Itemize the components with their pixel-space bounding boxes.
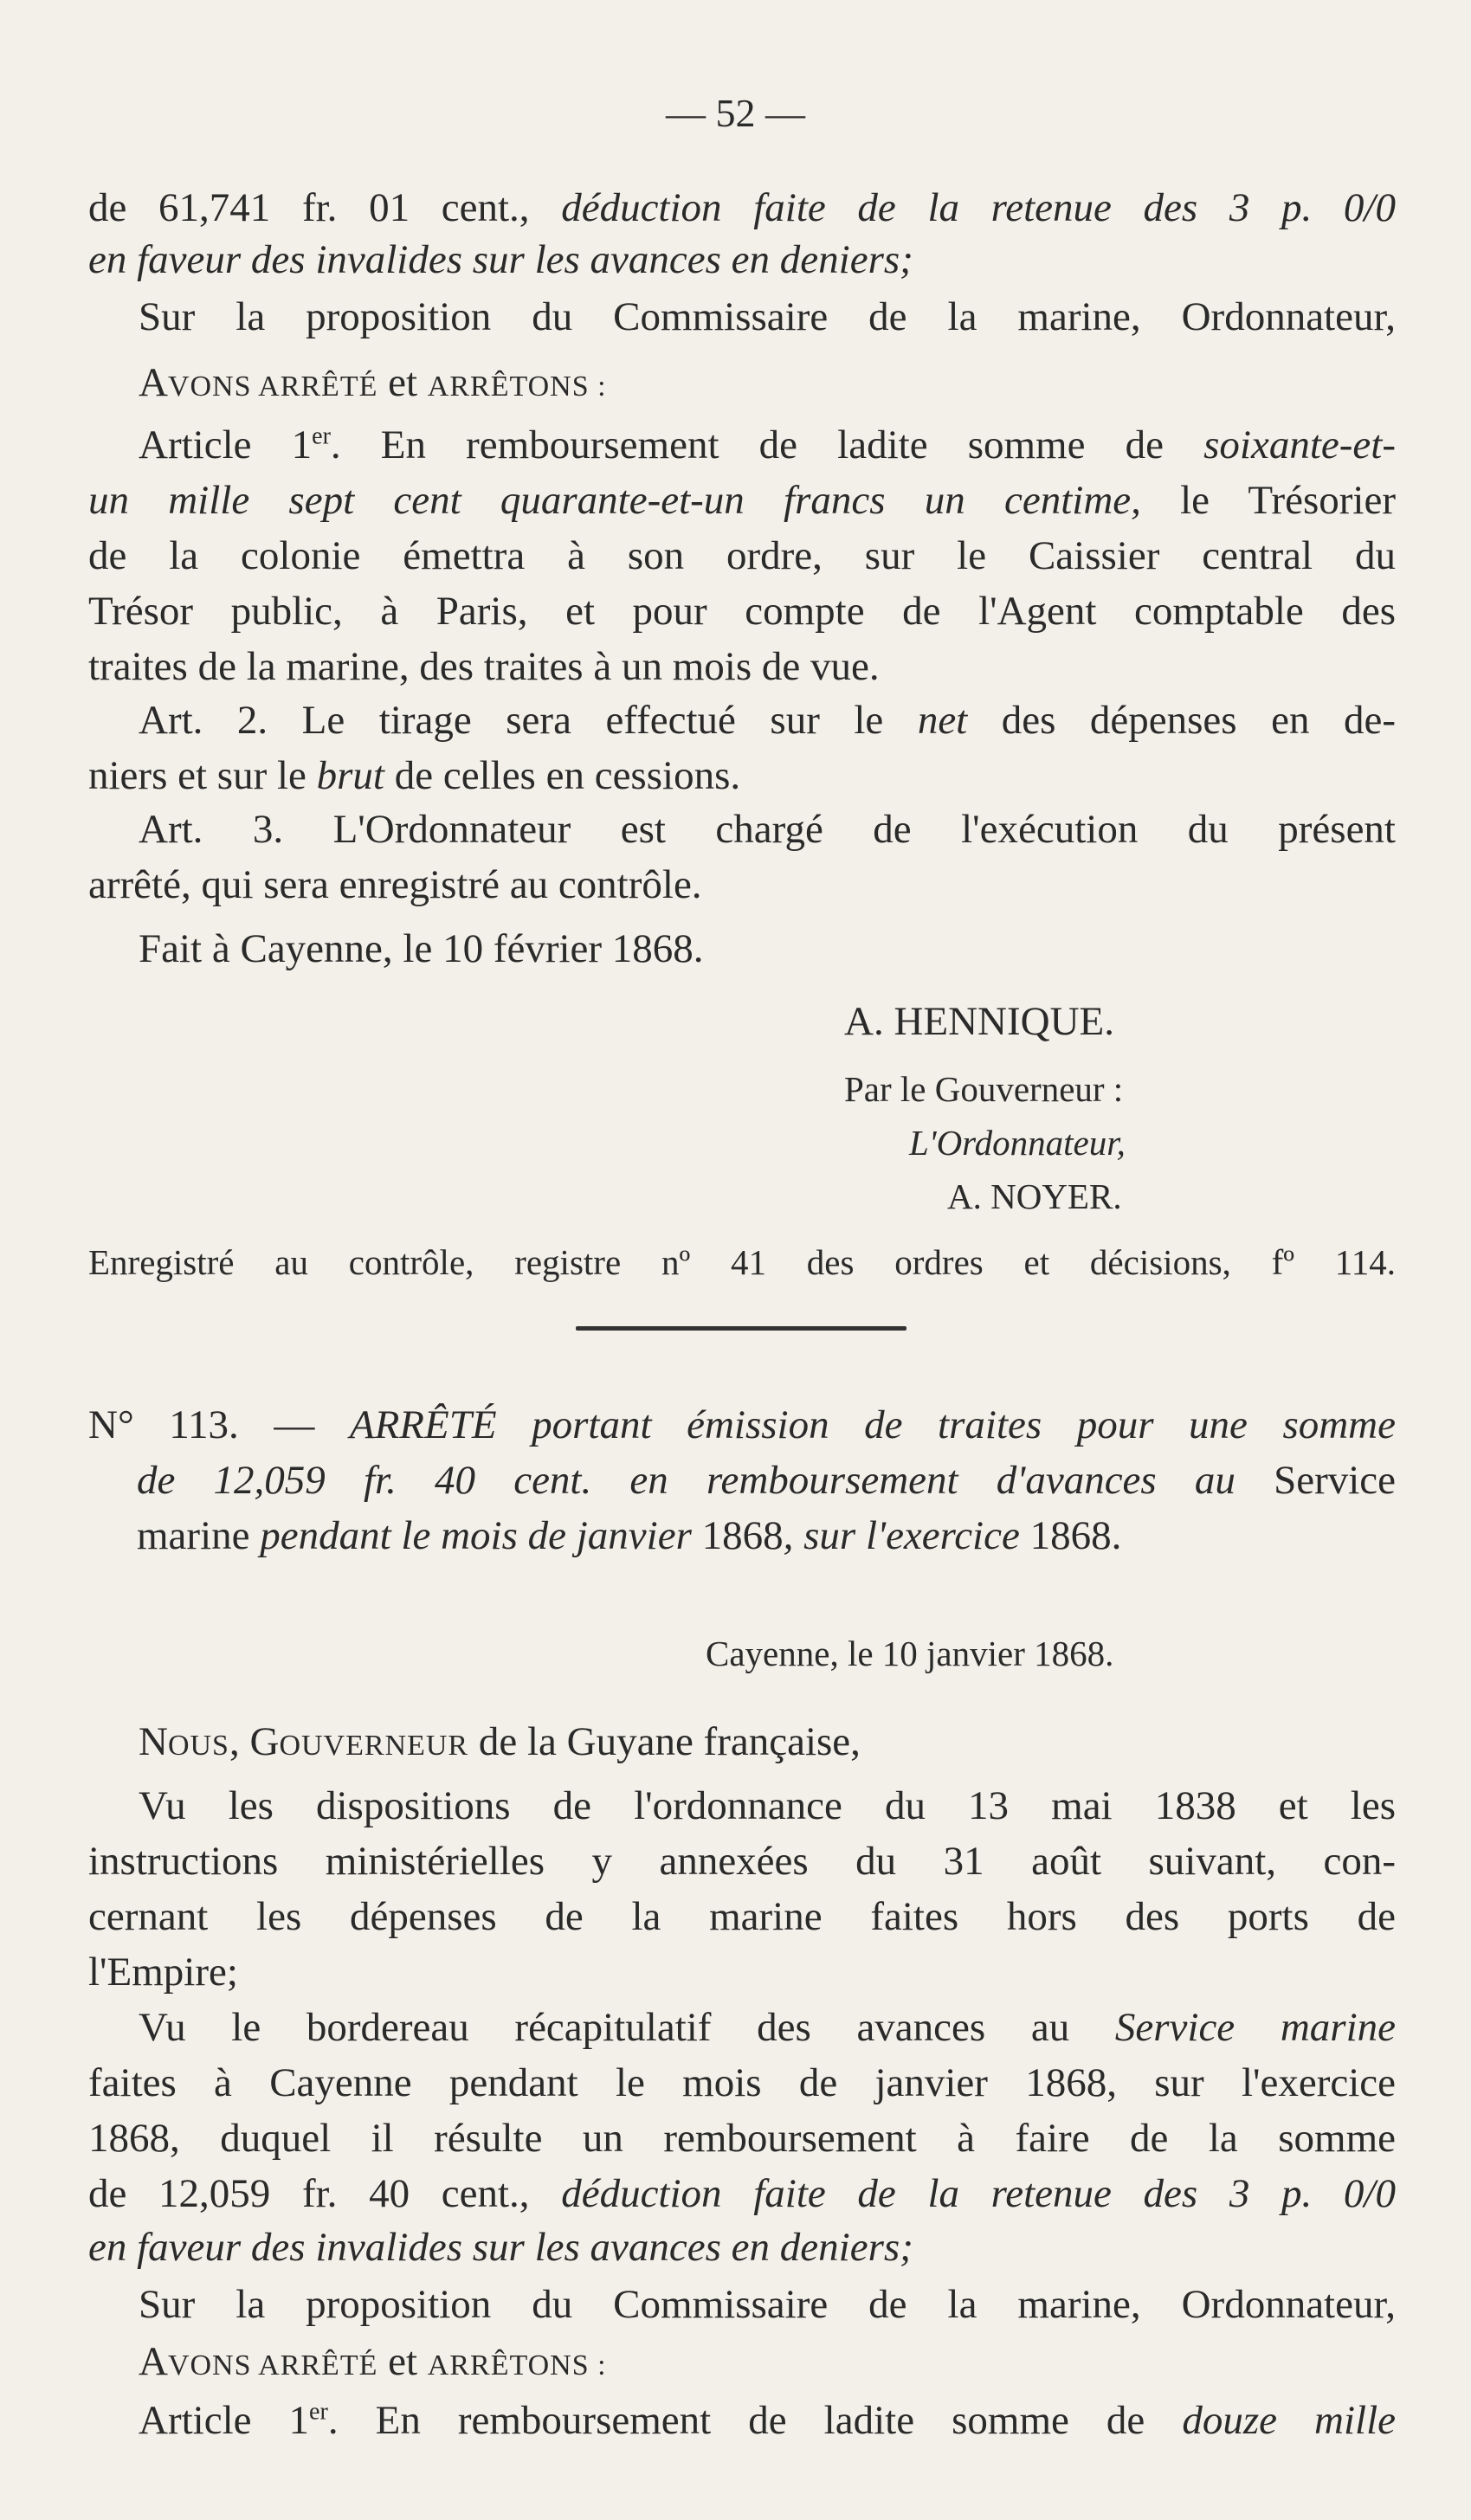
text-line: Vu le bordereau récapitulatif des avances au Service marine xyxy=(139,2005,1396,2050)
text-line: 1868, duquel il résulte un remboursement à faire de la somme xyxy=(88,2116,1396,2161)
article-2: Art. 2. Le tirage sera effectué sur le net des dépenses en de- xyxy=(139,698,1396,743)
text-line: en faveur des invalides sur les avances en deniers; xyxy=(88,237,913,282)
text-line: Sur la proposition du Commissaire de la marine, Ordonnateur, xyxy=(139,294,1396,339)
article-1: Article 1er. En remboursement de ladite somme de douze mille xyxy=(139,2398,1396,2443)
text-line: arrêté, qui sera enregistré au contrôle. xyxy=(88,862,702,907)
text-line: cernant les dépenses de la marine faites hors des ports de xyxy=(88,1894,1396,1939)
signature-name: A. HENNIQUE. xyxy=(844,999,1114,1044)
text-line: instructions ministérielles y annexées du 31 août suivant, con- xyxy=(88,1839,1396,1884)
text-line: de 61,741 fr. 01 cent., déduction faite de la retenue des 3 p. 0/0 xyxy=(88,185,1396,230)
text-line: un mille sept cent quarante-et-un francs un centime, le Trésorier xyxy=(88,478,1396,523)
section-divider xyxy=(576,1326,906,1331)
text-line: en faveur des invalides sur les avances en deniers; xyxy=(88,2225,913,2270)
text-line: de 12,059 fr. 40 cent., déduction faite de la retenue des 3 p. 0/0 xyxy=(88,2171,1396,2216)
page-number: — 52 — xyxy=(666,91,805,135)
article-1: Article 1er. En remboursement de ladite somme de soixante-et- xyxy=(139,422,1396,467)
signature-par: Par le Gouverneur : xyxy=(844,1069,1124,1109)
avons-arrete-line: AVONS ARRÊTÉ et ARRÊTONS : xyxy=(139,360,607,405)
fait-line: Fait à Cayenne, le 10 février 1868. xyxy=(139,926,704,971)
avons-arrete-line: AVONS ARRÊTÉ et ARRÊTONS : xyxy=(139,2339,607,2384)
signature-ordonnateur: L'Ordonnateur, xyxy=(909,1123,1126,1163)
nous-line: NOUS, GOUVERNEUR de la Guyane française, xyxy=(139,1719,861,1764)
text-line: Vu les dispositions de l'ordonnance du 13 mai 1838 et les xyxy=(139,1783,1396,1828)
registre-line: Enregistré au contrôle, registre nº 41 des ordres et décisions, fº 114. xyxy=(88,1242,1396,1282)
place-date: Cayenne, le 10 janvier 1868. xyxy=(706,1634,1114,1673)
signature-noyer: A. NOYER. xyxy=(947,1176,1122,1216)
text-line: l'Empire; xyxy=(88,1950,238,1995)
text-line: de la colonie émettra à son ordre, sur le Caissier central du xyxy=(88,533,1396,578)
article-3: Art. 3. L'Ordonnateur est chargé de l'exécution du présent xyxy=(139,807,1396,852)
decree-heading: N° 113. — ARRÊTÉ portant émission de traites pour une somme xyxy=(88,1402,1396,1447)
text-line: traites de la marine, des traites à un mois de vue. xyxy=(88,644,880,689)
decree-heading: de 12,059 fr. 40 cent. en remboursement d'avances au Service xyxy=(137,1458,1396,1503)
text-line: niers et sur le brut de celles en cessions. xyxy=(88,753,741,798)
text-line: Sur la proposition du Commissaire de la marine, Ordonnateur, xyxy=(139,2282,1396,2327)
text-line: faites à Cayenne pendant le mois de janvier 1868, sur l'exercice xyxy=(88,2060,1396,2105)
decree-heading: marine pendant le mois de janvier 1868, sur l'exercice 1868. xyxy=(137,1513,1122,1558)
text-line: Trésor public, à Paris, et pour compte de l'Agent comptable des xyxy=(88,589,1396,634)
